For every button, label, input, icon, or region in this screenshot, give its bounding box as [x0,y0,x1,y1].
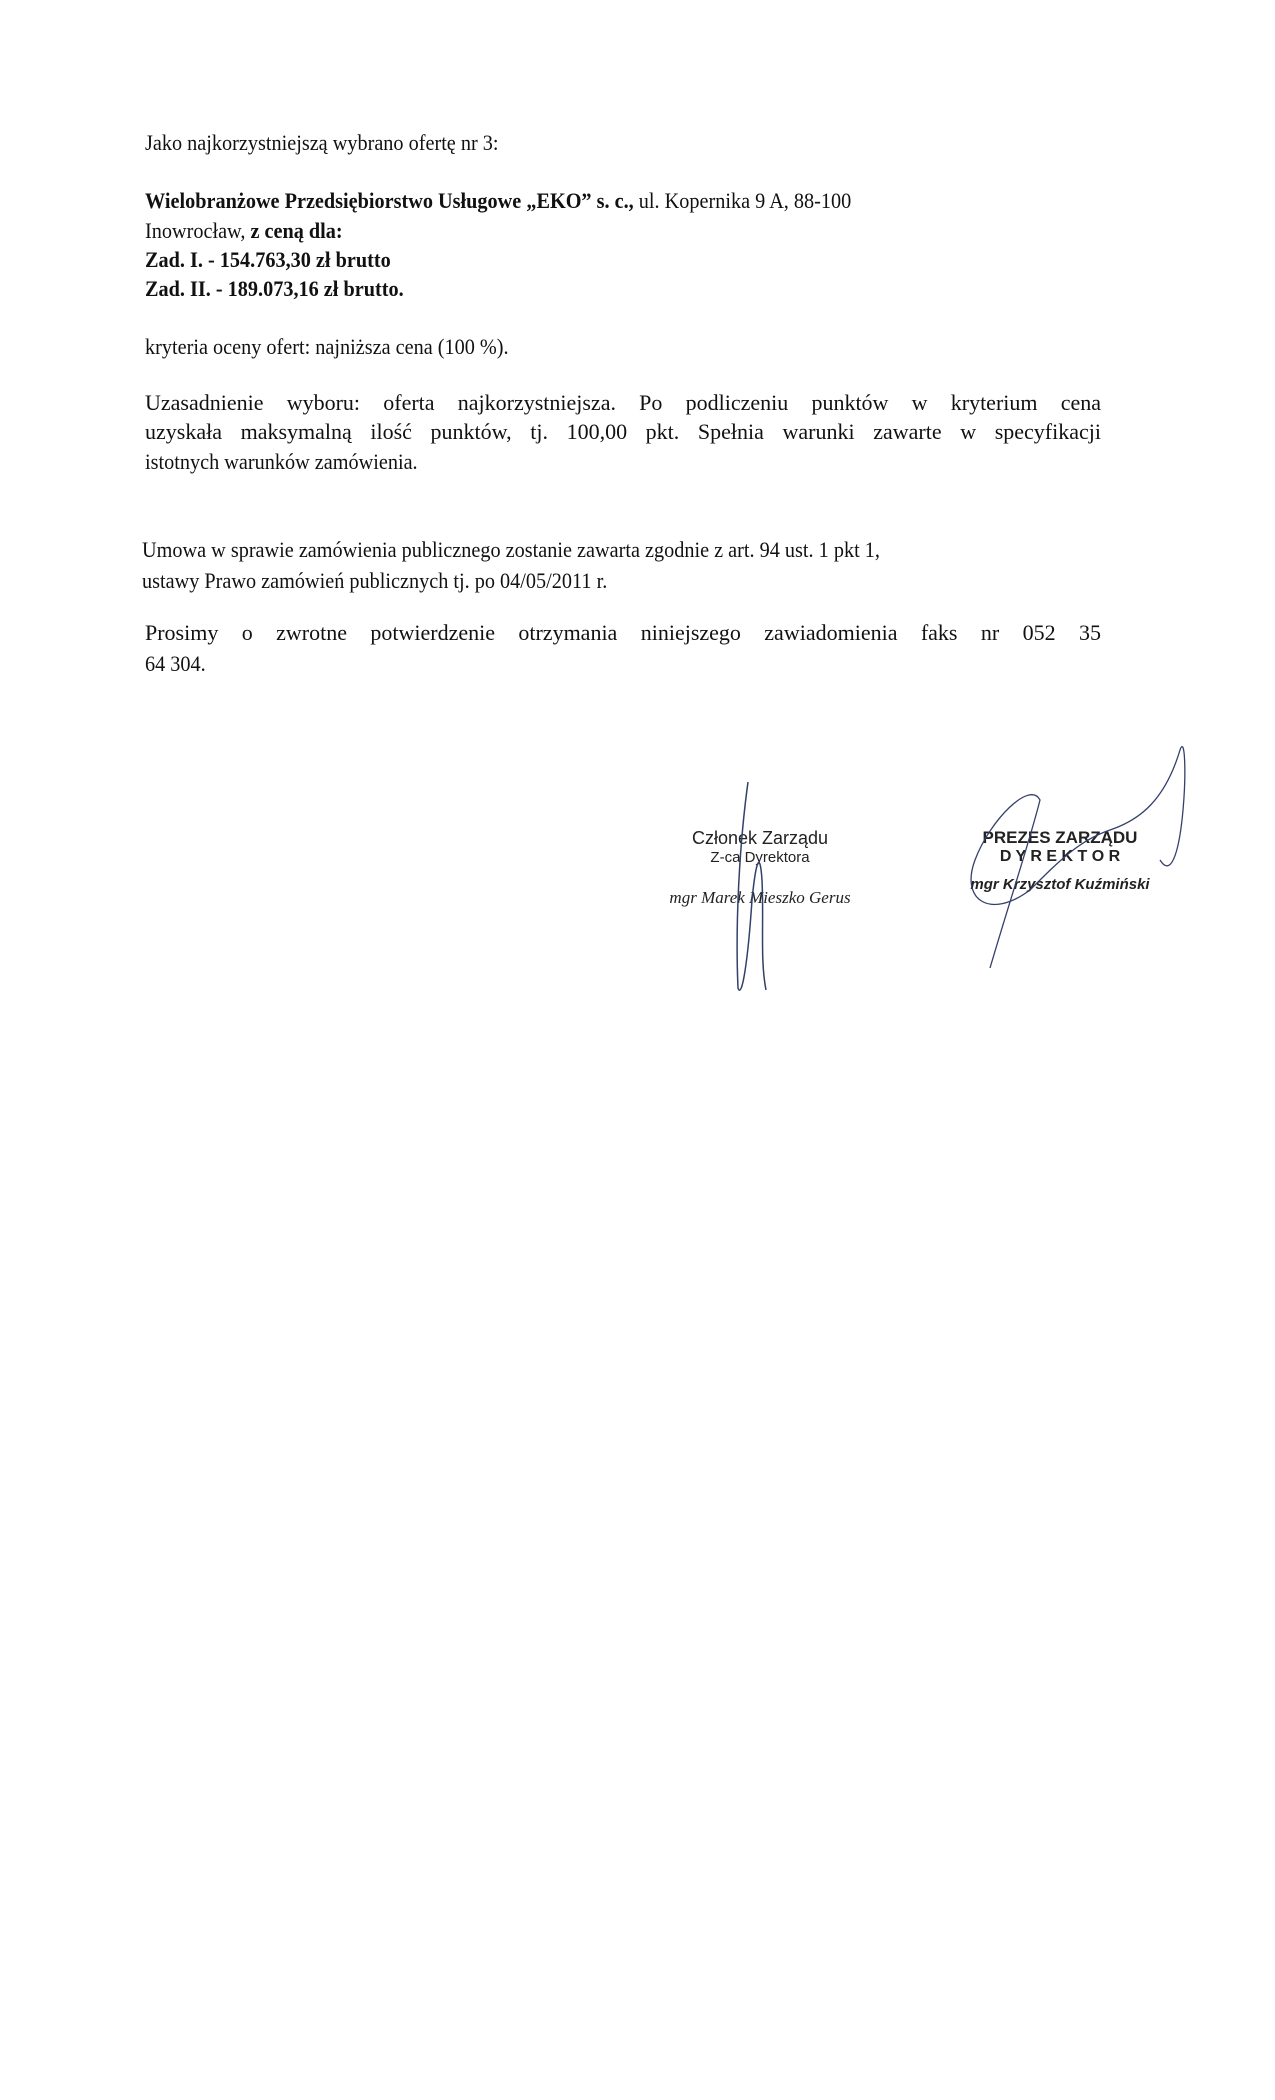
company-city: Inowrocław, [145,218,246,243]
company-city-line [145,218,343,244]
signatory-title: PREZES ZARZĄDU [982,828,1138,847]
request-line: 64 304. [145,651,206,676]
contract-line: ustawy Prawo zamówień publicznych tj. po 04/05/2011 r. [142,568,608,593]
company-name: Wielobranżowe Przedsiębiorstwo Usługowe „EKO” s. c., [145,188,634,213]
justification-line: Uzasadnienie wyboru: oferta najkorzystniejsza. Po podliczeniu punktów w kryterium cena [145,390,1101,415]
contract-line: Umowa w sprawie zamówienia publicznego zostanie zawarta zgodnie z art. 94 ust. 1 pkt 1, [142,537,880,562]
signature-block-member [640,828,880,908]
task-1 [145,247,391,273]
company-line [145,188,851,214]
request-line: Prosimy o zwrotne potwierdzenie otrzymania niniejszego zawiadomienia faks nr 052 35 [145,620,1101,645]
intro-text: Jako najkorzystniejszą wybrano ofertę nr 3: [145,130,499,155]
criteria-text: kryteria oceny ofert: najniższa cena (100 %). [145,334,509,359]
signatory-subtitle: D Y R E K T O R [999,848,1121,865]
task-2-text: Zad. II. - 189.073,16 zł brutto. [145,276,404,301]
task-1-text: Zad. I. - 154.763,30 zł brutto [145,247,391,272]
justification-line: istotnych warunków zamówienia. [145,449,418,474]
signature-block-president [940,828,1180,893]
task-2 [145,276,404,302]
price-label: z ceną dla: [250,218,343,243]
signatory-subtitle: Z-ca Dyrektora [710,849,810,866]
justification-line: uzyskała maksymalną ilość punktów, tj. 100,00 pkt. Spełnia warunki zawarte w specyfikacji [145,419,1101,444]
signatory-name: mgr Krzysztof Kuźmiński [970,876,1150,893]
signatory-name: mgr Marek Mieszko Gerus [669,888,851,907]
company-address: ul. Kopernika 9 A, 88-100 [638,188,852,213]
signatory-title: Członek Zarządu [691,828,829,848]
